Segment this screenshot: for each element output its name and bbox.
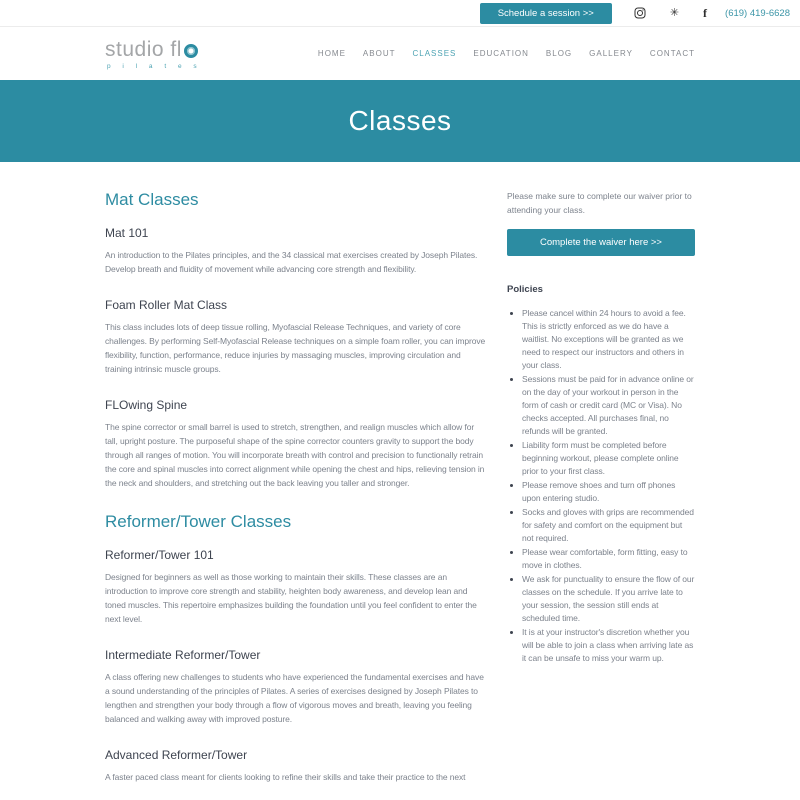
section-heading-reformer-tower: Reformer/Tower Classes [105, 512, 292, 531]
complete-waiver-button[interactable]: Complete the waiver here >> [507, 229, 695, 256]
class-name: Reformer/Tower 101 [105, 548, 214, 562]
page-title: Classes [348, 105, 452, 136]
logo-text: studio fl [105, 37, 182, 61]
policy-item: • Sessions must be paid for in advance online or on the day of your workout in person in the form of cash or credit card (MC or Visa). No checks accepted. All purchases final, no refunds will be granted. [522, 373, 695, 438]
policy-item: • Please remove shoes and turn off phones upon entering studio. [522, 479, 695, 505]
page-content [105, 162, 695, 800]
policy-item: • Please cancel within 24 hours to avoid a fee. This is strictly enforced as we do have a waitlist. No exceptions will be granted as we need to respect our instructors and others in your class. [522, 307, 695, 372]
classes-main-column [105, 190, 489, 800]
class-block-foam-roller [105, 298, 489, 376]
main-nav [318, 49, 695, 58]
class-description: This class includes lots of deep tissue rolling, Myofascial Release Techniques, and variety of core challenges. By performing Self-Myofascial Release techniques on a simple foam roller, you can improve flexibility, function, performance, reduce injuries by massaging muscles, improving circulation and training intrinsic muscle groups. [105, 322, 486, 374]
schedule-session-button[interactable]: Schedule a session >> [480, 3, 612, 24]
class-name: Advanced Reformer/Tower [105, 748, 248, 762]
class-block-flowing-spine [105, 398, 489, 490]
policy-item: • Please wear comfortable, form fitting, easy to move in clothes. [522, 546, 695, 572]
studio-flo-logo[interactable] [105, 38, 202, 70]
class-description: The spine corrector or small barrel is used to stretch, strengthen, and realign muscles which allow for tall, upright posture. The purposeful shape of the spine corrector counters gravity to support the body through all ranges of motion. You will incorporate breath with control and precision to functionally retrain the core and spinal muscles into correct alignment while opening the chest and hips, relieving tension in the neck and shoulders, and stretching out the back leaving you taller and stronger. [105, 422, 485, 488]
class-block-intermediate-reformer [105, 648, 489, 726]
nav-item-classes[interactable]: CLASSES [412, 49, 457, 58]
site-header [0, 27, 800, 80]
logo-o-swirl-icon [184, 44, 198, 58]
section-heading-mat-classes: Mat Classes [105, 190, 199, 209]
social-icons [634, 6, 707, 21]
class-description: A faster paced class meant for clients looking to refine their skills and take their practice to the next [105, 772, 466, 782]
class-description: A class offering new challenges to students who have experienced the fundamental exercises and have a sound understanding of the principles of Pilates. A series of exercises designed by Joseph Pilates to lengthen and strengthen your body through a flow of vigorous moves and breath, leaving you feeling balanced and walking away with improved posture. [105, 672, 484, 724]
policy-item: • We ask for punctuality to ensure the flow of our classes on the schedule. If you arrive late to your session, the session still ends at scheduled time. [522, 573, 695, 625]
nav-item-gallery[interactable]: GALLERY [589, 49, 633, 58]
nav-item-education[interactable]: EDUCATION [473, 49, 529, 58]
class-name: Foam Roller Mat Class [105, 298, 228, 312]
class-block-mat-101 [105, 226, 489, 276]
instagram-icon[interactable] [634, 7, 646, 19]
class-description: An introduction to the Pilates principles, and the 34 classical mat exercises created by Joseph Pilates. Develop breath and fluidity of movement while advancing core strength and flexibility. [105, 250, 478, 274]
policy-item: • Liability form must be completed before beginning workout, please complete online prior to your first class. [522, 439, 695, 478]
policies-list [507, 307, 695, 665]
class-name: FLOwing Spine [105, 398, 188, 412]
phone-link[interactable]: (619) 419-6628 [725, 7, 790, 19]
top-bar [0, 0, 800, 27]
nav-item-blog[interactable]: BLOG [545, 49, 573, 58]
facebook-icon[interactable]: f [703, 5, 708, 20]
logo-subtext: p i l a t e s [107, 62, 202, 70]
class-description: Designed for beginners as well as those working to maintain their skills. These classes are an introduction to improve core strength and stability, heighten body awareness, and develop lean and toned muscles. This repertoire emphasizes building the foundation until you feel confident to enter the next level. [105, 572, 477, 624]
sidebar [507, 190, 695, 800]
waiver-note: Please make sure to complete our waiver prior to attending your class. [507, 191, 692, 215]
class-name: Mat 101 [105, 226, 149, 240]
class-block-advanced-reformer [105, 748, 489, 784]
mat-classes-section [105, 190, 489, 490]
page-banner [0, 80, 800, 162]
nav-item-about[interactable]: ABOUT [362, 49, 396, 58]
nav-item-home[interactable]: HOME [317, 49, 346, 58]
reformer-tower-section [105, 512, 489, 784]
policy-item: • It is at your instructor's discretion whether you will be able to join a class when arriving late as it can be unsafe to miss your warm up. [522, 626, 695, 665]
policy-item: • Socks and gloves with grips are recommended for safety and comfort on the equipment but not required. [522, 506, 695, 545]
nav-item-contact[interactable]: CONTACT [649, 49, 695, 58]
class-block-reformer-101 [105, 548, 489, 626]
class-name: Intermediate Reformer/Tower [105, 648, 261, 662]
policies-title: Policies [507, 284, 543, 295]
yelp-icon[interactable]: ✳ [669, 6, 680, 19]
